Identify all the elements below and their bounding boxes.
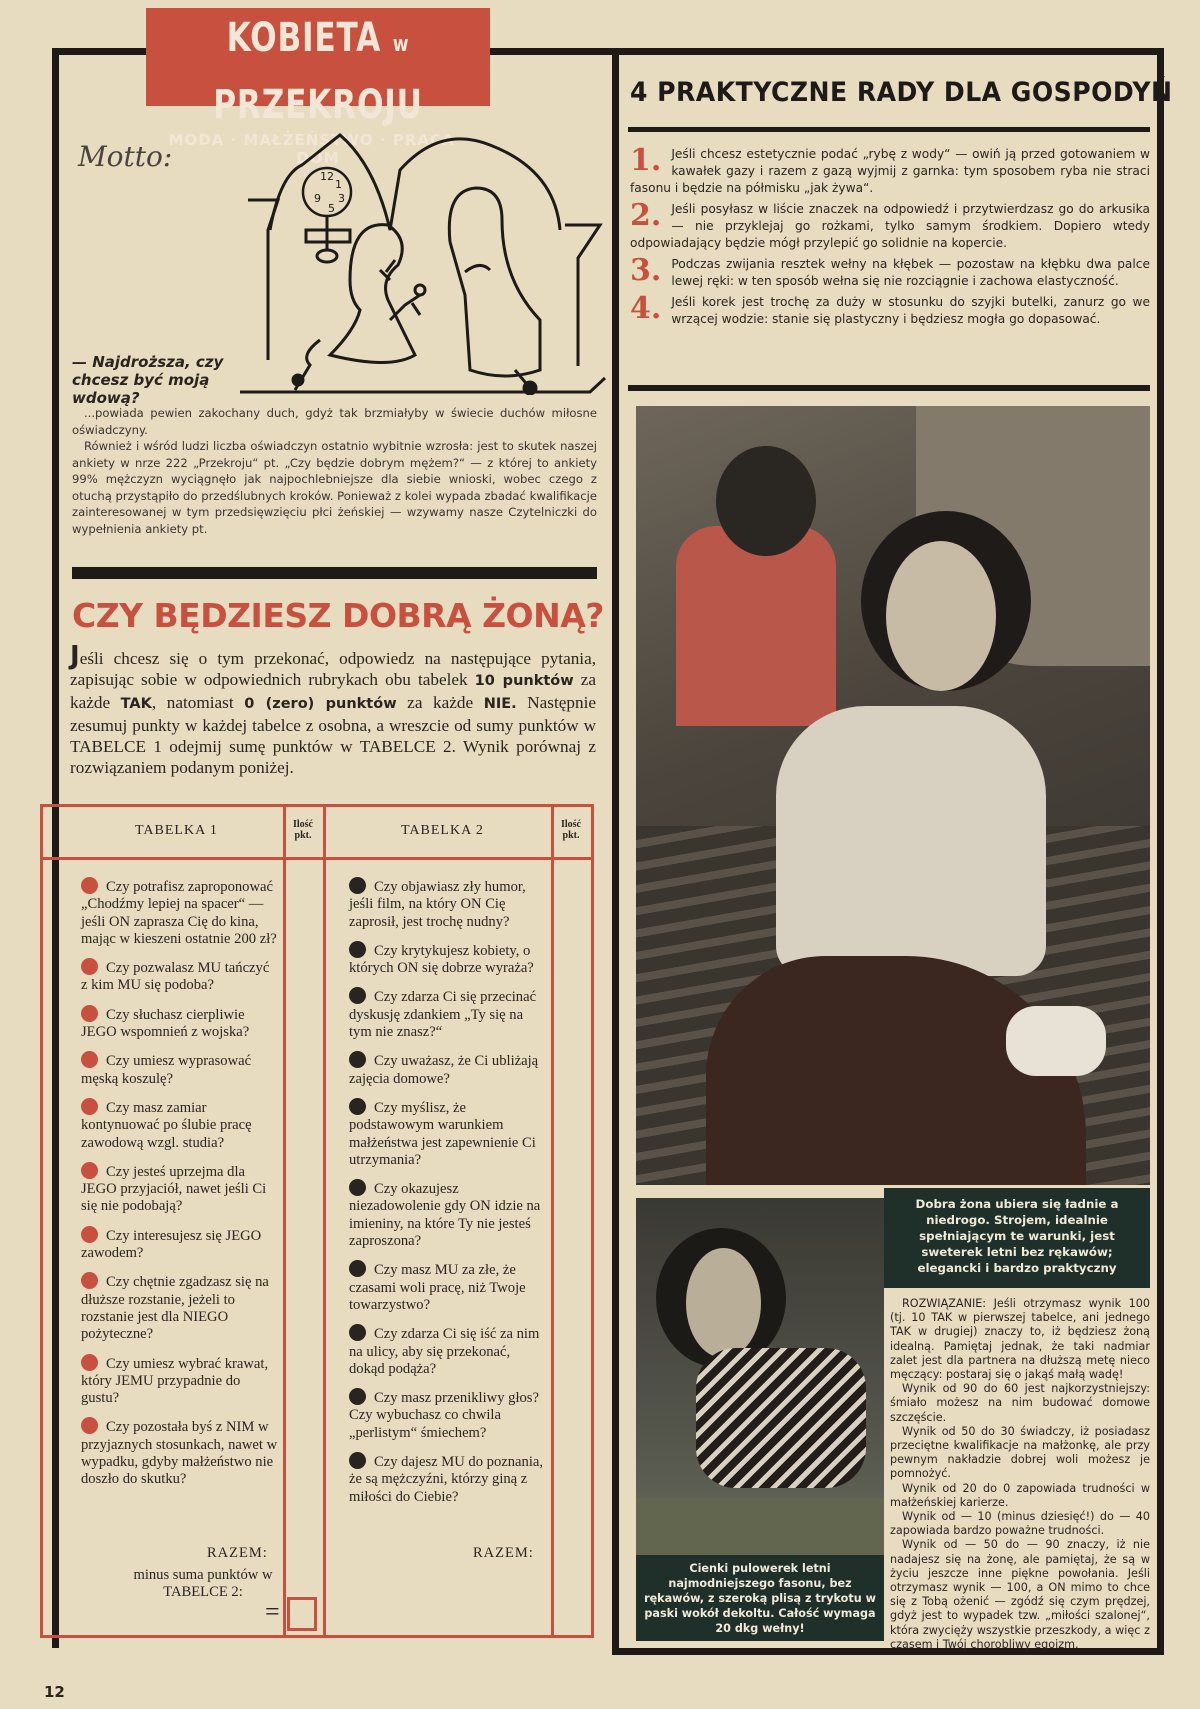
bullet-dot — [349, 1098, 366, 1115]
question-item: Czy okazujesz niezadowolenie gdy ON idzie na imieniny, na które Ty nie jesteś zaproszona? — [349, 1181, 541, 1250]
bullet-dot — [349, 1388, 366, 1405]
question-item: Czy chętnie zgadzasz się na dłuższe rozstanie, jeżeli to rozstanie jest dla NIEGO pożyteczne? — [81, 1274, 269, 1343]
bullet-dot — [349, 941, 366, 958]
svg-text:9: 9 — [314, 192, 321, 205]
photo-caption-1: Dobra żona ubiera się ładnie a niedrogo. Strojem, idealnie spełniającym te warunki, jest sweterek letni bez rękawów; elegancki i bardzo praktyczny — [884, 1188, 1150, 1288]
motto: Motto: — [78, 140, 173, 173]
table2-header: TABELKA 2 — [401, 823, 484, 838]
intro-text — [72, 405, 597, 537]
svg-text:3: 3 — [338, 192, 345, 205]
result-box[interactable] — [287, 1597, 317, 1631]
quiz-title: CZY BĘDZIESZ DOBRĄ ŻONĄ? — [72, 596, 604, 635]
solution-paragraph: Wynik od 90 do 60 jest najkorzystniejszy: śmiało możesz na nim budować domowe szczęście. — [890, 1382, 1150, 1424]
table-divider — [323, 807, 326, 1635]
bullet-dot — [349, 1179, 366, 1196]
intro-paragraph: ...powiada pewien zakochany duch, gdyż tak brzmiałyby w świecie duchów miłosne oświadczyny. — [72, 406, 597, 437]
quiz-tables — [40, 804, 594, 1638]
bullet-dot — [81, 1354, 98, 1371]
bullet-dot — [81, 1005, 98, 1022]
table1-points-header: Ilość pkt. — [293, 819, 313, 841]
svg-text:12: 12 — [320, 170, 334, 183]
table1-questions — [81, 877, 279, 1499]
tips-title-rule — [628, 127, 1150, 132]
bullet-dot — [81, 1162, 98, 1179]
question-item: Czy słuchasz cierpliwie JEGO wspomnień z wojska? — [81, 1006, 250, 1041]
page-number: 12 — [44, 1683, 65, 1701]
photo-background-head — [716, 446, 816, 556]
solution-paragraph: Wynik od — 50 do — 90 znaczy, iż nie nadajesz się na żonę, ale pamiętaj, że są w życiu jeszcze inne piękne powołania. Jeśli otrzymasz wynik — 100, a ON mimo to chce się z Tobą ożenić — zgódź się czym prędzej, gdyż jest to wypadek tzw. „miłości szalonej“, która zwycięży wszystkie przeszkody, a więc z czasem i Twój chorobliwy egoizm. — [890, 1538, 1150, 1651]
photo-woman-sweater — [776, 706, 1046, 976]
tip-item: 4. Jeśli korek jest trochę za duży w stosunku do szyjki butelki, zanurz go we wrzącej wodzie: stanie się plastyczny i będziesz mogła go dopasować. — [630, 291, 1150, 326]
table2-total-label: RAZEM: — [473, 1545, 534, 1561]
intro-paragraph: Również i wśród ludzi liczba oświadczyn ostatnio wybitnie wzrosła: jest to skutek naszej ankiety w nrze 222 „Przekroju“ pt. „Czy będzie dobrym mężem?“ — z której to ankiety 99% mężczyzn wyciągnęło jak najpochlebniejsze dla siebie wnioski, wobec czego z otuchą przystąpiło do przedślubnych kroków. Ponieważ z kolei wypada zbadać kwalifikacje zainteresowanej w tym przedsięwzięciu płci żeńskiej — wzywamy nasze Czytelniczki do wypełnienia ankiety pt. — [72, 439, 597, 536]
question-item: Czy zdarza Ci się przecinać dyskusję zdankiem „Ty się na tym nie znasz?“ — [349, 989, 537, 1041]
bullet-dot — [349, 1324, 366, 1341]
question-item: Czy masz MU za złe, że czasami woli pracę, niż Twoje towarzystwo? — [349, 1262, 526, 1313]
header-divider — [43, 857, 591, 860]
bullet-dot — [81, 1417, 98, 1434]
bullet-dot — [81, 1051, 98, 1068]
table2-points-divider — [551, 807, 554, 1635]
left-top-rule — [490, 48, 605, 55]
bullet-dot — [349, 1260, 366, 1277]
solution-paragraph: Wynik od 20 do 0 zapowiada trudności w małżeńskiej karierze. — [890, 1481, 1150, 1509]
photo-woman-pullover — [696, 1348, 866, 1488]
quiz-intro: Jeśli chcesz się o tym przekonać, odpowiedz na następujące pytania, zapisując sobie w odpowiednich rubrykach obu tabelek 10 punktów za każde TAK, natomiast 0 (zero) punktów za każde NIE. Następnie zesumuj punkty w każdej tabelce z osobna, a wreszcie od sumy punktów w TABELCE 1 odejmij sumę punktów w TABELCE 2. Wynik porównaj z rozwiązaniem podanym poniżej. — [70, 641, 596, 777]
question-item: Czy uważasz, że Ci ubliżają zajęcia domowe? — [349, 1053, 539, 1087]
question-item: Czy myślisz, że podstawowym warunkiem małżeństwa jest zapewnienie Ci utrzymania? — [349, 1099, 536, 1168]
question-item: Czy umiesz wyprasować męską koszulę? — [81, 1053, 252, 1087]
tips-title: 4 PRAKTYCZNE RADY DLA GOSPODYŃ — [630, 77, 1173, 108]
question-item: Czy potrafisz zaproponować „Chodźmy lepiej na spacer“ — jeśli ON zaprasza Cię do kina, mając w kieszeni ostatnie 200 zł? — [81, 879, 277, 947]
ghost-cartoon — [240, 130, 608, 395]
solution-paragraph: Wynik od 50 do 30 świadczy, iż posiadasz przeciętne kwalifikacje na małżonkę, ale przy pewnym nakładzie dobrej woli możesz je pomnożyć. — [890, 1424, 1150, 1481]
question-item: Czy jesteś uprzejma dla JEGO przyjaciół, nawet jeśli Ci się nie podobają? — [81, 1163, 267, 1215]
svg-text:5: 5 — [328, 202, 335, 215]
photo-woman-face — [686, 1248, 761, 1358]
table2-questions — [349, 877, 545, 1516]
question-item: Czy zdarza Ci się iść za nim na ulicy, aby się przekonać, dokąd podąża? — [349, 1326, 540, 1377]
tip-item: 1. Jeśli chcesz estetycznie podać „rybę z wody“ — owiń ją przed gotowaniem w kawałek gazy i razem z gazą wyjmij z garnka: tym sposobem ryba nie straci fasonu i będzie na półmisku „jak żywa“. — [630, 143, 1150, 195]
section-rule — [72, 567, 597, 579]
question-item: Czy dajesz MU do poznania, że są mężczyźni, którzy giną z miłości do Ciebie? — [349, 1454, 543, 1505]
photo-caption-2: Cienki pulowerek letni najmodniejszego fasonu, bez rękawów, z szeroką plisą z trykotu w paski wokół dekoltu. Całość wymaga 20 dkg wełny! — [636, 1555, 884, 1641]
masthead-title: KOBIETA w PRZEKROJU — [213, 15, 423, 128]
table2-points-header: Ilość pkt. — [561, 819, 581, 841]
masthead-subtitle: MODA · MAŁŻEŃSTWO · PRACA · DOM — [168, 131, 468, 167]
question-item: Czy objawiasz zły humor, jeśli film, na który ON Cię zaprosił, jest trochę nudny? — [349, 879, 526, 930]
question-item: Czy masz zamiar kontynuować po ślubie pracę zawodową wzgl. studia? — [81, 1099, 252, 1151]
tips-bottom-rule — [628, 385, 1150, 391]
table1-header: TABELKA 1 — [135, 823, 218, 838]
solution-text — [890, 1297, 1150, 1652]
table1-points-divider — [283, 807, 286, 1635]
bullet-dot — [81, 1098, 98, 1115]
bullet-dot — [81, 877, 98, 894]
tip-item: 2. Jeśli posyłasz w liście znaczek na odpowiedź i przytwierdzasz go do arkusika — nie przyklejaj go rożkami, tylko samym środkiem. Dopiero wtedy odpowiadający będzie mógł przylepić go solidnie na kopercie. — [630, 198, 1150, 250]
bullet-dot — [81, 958, 98, 975]
question-item: Czy interesujesz się JEGO zawodem? — [81, 1227, 262, 1262]
bullet-dot — [349, 877, 366, 894]
bullet-dot — [81, 1226, 98, 1243]
solution-paragraph: ROZWIĄZANIE: Jeśli otrzymasz wynik 100 (tj. 10 TAK w pierwszej tabelce, ani jednego TAK w drugiej) znaczy to, iż będziesz żoną idealną. Pamiętaj jednak, że taki nadmiar zalet jest dla partnera na dłuższą metę nieco męczący: postaraj się o jakąś małą wadę! — [890, 1297, 1150, 1382]
bullet-dot — [349, 1452, 366, 1469]
photo-woman-face — [886, 541, 996, 691]
question-item: Czy umiesz wybrać krawat, który JEMU przypadnie do gustu? — [81, 1355, 269, 1407]
bullet-dot — [349, 987, 366, 1004]
masthead — [146, 8, 490, 167]
cartoon-caption: — Najdroższa, czy chcesz być moją wdową? — [72, 353, 224, 407]
tips-list — [630, 143, 1150, 332]
photo-background-woman — [676, 526, 836, 726]
equals-sign: = — [265, 1597, 280, 1626]
photo-woman-gloves — [1006, 1006, 1106, 1076]
question-item: Czy krytykujesz kobiety, o których ON się dobrze wyraża? — [349, 942, 534, 977]
question-item: Czy masz przenikliwy głos? Czy wybuchasz co chwila „perlistym“ śmiechem? — [349, 1390, 539, 1441]
bullet-dot — [81, 1272, 98, 1289]
tip-item: 3. Podczas zwijania resztek wełny na kłębek — pozostaw na kłębku dwa palce lewej ręki: w ten sposób wełna się nie rozciągnie i zachowa elastyczność. — [630, 253, 1150, 288]
solution-paragraph: Wynik od — 10 (minus dziesięć!) do — 40 zapowiada bardzo poważne trudności. — [890, 1510, 1150, 1538]
table1-total-label: RAZEM: — [207, 1545, 268, 1561]
question-item: Czy pozostała byś z NIM w przyjaznych stosunkach, nawet w wypadku, gdyby małżeństwo nie doszło do skutku? — [81, 1419, 278, 1488]
svg-text:1: 1 — [335, 178, 342, 191]
main-photo — [636, 406, 1150, 1185]
question-item: Czy pozwalasz MU tańczyć z kim MU się podoba? — [81, 960, 270, 994]
minus-label: minus suma punktów w TABELCE 2: — [133, 1567, 273, 1601]
bullet-dot — [349, 1051, 366, 1068]
